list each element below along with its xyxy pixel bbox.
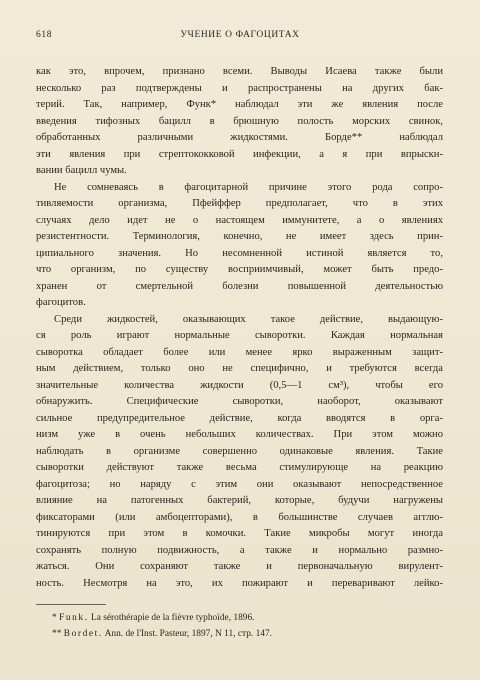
paragraph [36, 64, 443, 180]
text-line: влияние на патогенных бактерий, которые, будучи нагружены [36, 495, 443, 506]
paragraph [36, 312, 443, 593]
running-title: УЧЕНИЕ О ФАГОЦИТАХ [180, 30, 300, 40]
footnote-rule [36, 604, 106, 605]
text-line: как это, впрочем, признано всеми. Выводы Исаева также были [36, 66, 443, 77]
text-line: случаях дело идет не о настоящем иммунитете, а о явлениях [36, 214, 443, 226]
text-line: наблюдать в организме совершенно одинаковые явления. Такие [36, 445, 443, 457]
text-line: что организм, по существу восприимчивый, может быть предо- [36, 264, 443, 275]
text-line: несколько раз подтверждены и распространены на других бак- [36, 82, 443, 94]
text-line: фагоцитов. [36, 297, 86, 308]
footnote-text: La sérothérapie de la fièvre typhoïde, 1896. [91, 613, 255, 623]
footnote [52, 611, 442, 627]
text-line: Не сомневаясь в фагоцитарной причине этого рода сопро- [54, 181, 443, 193]
text-line: эти явления при стрептококковой инфекции, а я при впрыскн- [36, 148, 443, 160]
footnote [52, 627, 442, 643]
text-line: вании бацилл чумы. [36, 165, 127, 176]
text-line: хранен от смертельной болезни повышенной деятельностью [36, 280, 443, 292]
text-line: сохранять полную подвижность, а также и нормально размно- [36, 544, 443, 556]
text-line: ципиального значения. Но несомненной истиной является то, [36, 247, 443, 259]
text-line: введения тифозных бацилл в брюшную полость морских свинок, [36, 115, 443, 127]
text-line: тивляемости организма, Пфейффер предполагает, что в этих [36, 198, 443, 209]
text-line: фиксаторами (или амбоцепторами), в большинстве случаев агглю- [36, 511, 443, 523]
text-line: низм уже в очень небольших количествах. При этом можно [36, 429, 443, 440]
page-number: 618 [36, 30, 53, 40]
text-line: тинируются при этом в комочки. Такие микробы могут иногда [36, 528, 443, 539]
text-line: сыворотка обладает более или менее ярко выраженным защит- [36, 346, 443, 358]
text-line: терий. Так, например, Функ* наблюдал эти же явления после [36, 99, 443, 110]
footnote-marker: ** [52, 628, 62, 639]
paragraph [36, 180, 443, 312]
text-line: обработанных различными жидкостями. Борде** наблюдал [36, 132, 443, 143]
text-line: ным действием, только оно не специфично, и требуются всегда [36, 363, 443, 374]
footnote-marker: * [52, 613, 57, 623]
footnote-author: Funk. [59, 613, 89, 623]
text-line: ность. Несмотря на это, их пожирают и переваривают лейко- [36, 577, 443, 589]
text-line: жаться. Они сохраняют также и первоначальную вирулент- [36, 561, 443, 572]
text-line: резистентности. Терминология, конечно, не имеет здесь прин- [36, 231, 443, 242]
footnote-author: Bordet. [63, 628, 103, 639]
text-line: ся роль играют нормальные сыворотки. Каждая нормальная [36, 330, 443, 341]
text-line: значительные количества жидкости (0,5—1 см³), чтобы его [36, 379, 443, 391]
text-line: сильное предупредительное действие, когда вводятся в орга- [36, 412, 443, 424]
footnote-text: Ann. de l'Inst. Pasteur, 1897, N 11, стр. 147. [104, 628, 273, 639]
text-line: обнаружить. Специфические сыворотки, наоборот, оказывают [36, 396, 443, 407]
text-line: сыворотки действуют также весьма стимулирующе на реакцию [36, 462, 443, 473]
footnotes [52, 611, 442, 642]
text-line: фагоцитоза; но наряду с этим они оказывают непосредственное [36, 478, 443, 490]
text-line: Среди жидкостей, оказывающих такое действие, выдающую- [54, 313, 443, 325]
running-head [36, 30, 444, 44]
body-text [36, 64, 443, 592]
